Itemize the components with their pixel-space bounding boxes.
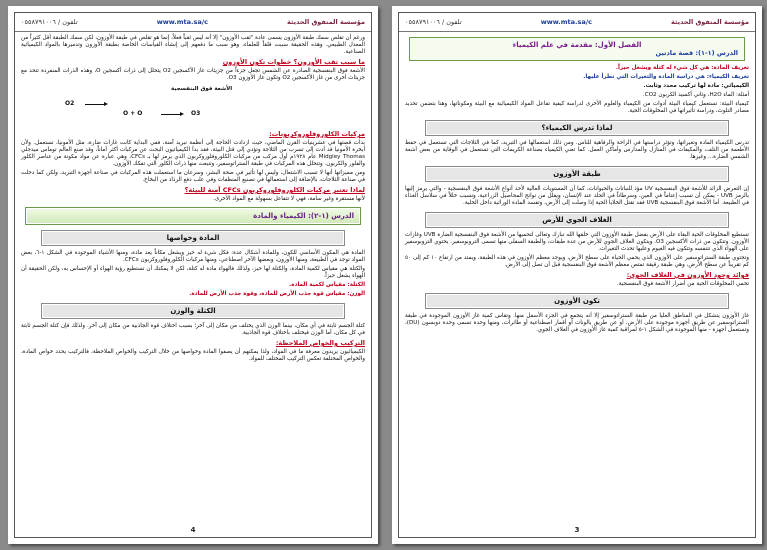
atmosphere-text-2: وتحتوي طبقة الستراتوسفير على الأوزون الذي يحمي الحياة على سطح الأرض، ويوجد معظم الأوزون في هذه الطبقة، ويمتد من ارتفاع ١٠ كم إلى ٥٠ كم تقريباً عن سطح الأرض، وهي طبقة رقيقة تمتص معظم الأشعة فوق البنفسجية قبل أن تصل إلى الأرض. bbox=[405, 255, 749, 268]
diagram-o2: O2 bbox=[65, 100, 75, 107]
ozone-layer-text: إن التعرض الزائد للأشعة فوق البنفسجية UV مؤذ للنباتات والحيوانات، كما أن المستويات العالية لأحد أنواع الأشعة فوق البنفسجية - والتي يرمز إليها بالرمز UVB - يمكن أن تسبب إعتاماً في العين، وسرطاناً في الجلد عند الإنسان، ويقلل من نواتج المحاصيل الزراعية، وتسبب خللاً في سلاسل الغذاء في الطبيعة. أما الأشعة فوق البنفسجية UVB فقد تقتل الخلايا الحية إذا وصلت إلى الأرض، وتفسد المادة الوراثية داخل الخلية. bbox=[405, 186, 749, 206]
page-frame bbox=[398, 12, 756, 538]
section-heading-mass-weight: الكتلة والوزن bbox=[41, 303, 345, 319]
cfc-safety-answer: لأنها مستقرة وغير سامة، فهي لا تتفاعل بسهولة مع المواد الأخرى. bbox=[213, 196, 365, 202]
header-site[interactable]: www.mta.sa/c bbox=[540, 18, 592, 26]
page-body bbox=[399, 35, 755, 523]
composition-text: الكيميائيون يريدون معرفة ما في المواد، ولذا يمكنهم أن يصفوا المادة وخواصها من خلال التركيب والخواص الملاحظة، فالتركيب يحدد خواص المادة، والخواص المختلفة تعكس التركيب المختلف للمواد. bbox=[21, 349, 365, 362]
lesson-banner: الدرس (١-٢): الكيمياء والمادة bbox=[25, 207, 361, 225]
chemical-definition: الكيميائي: مادة لها تركيب محدد وثابت. bbox=[643, 83, 749, 89]
diagram-o-plus-o: O + O bbox=[123, 110, 143, 117]
chapter-header bbox=[409, 37, 745, 61]
ozone-benefits-heading: فوائد وجود الأوزون في الغلاف الجوي: bbox=[626, 271, 749, 279]
header-org: مؤسسة المتفوق الحديثة bbox=[287, 18, 365, 26]
chapter-title: الفصل الأول: مقدمة في علم الكيمياء bbox=[512, 41, 642, 49]
section-heading-matter: المادة وخواصها bbox=[41, 230, 345, 246]
composition-heading: التركيب والخواص الملاحظة: bbox=[275, 339, 365, 347]
cfc-text: بدأت قصتها في عشرينيات القرن الماضي، حيث ازدادت الحاجة إلى أنظمة تبريد آمنة، ففي البداية كانت غازات ضارة، مثل الأمونيا، تستعمل. ولأن أبخرة الأمونيا قد أدت إلى تسرب من الثلاجة وتؤدي إلى قتل البيئة، فقد بدأ الكيميائيون البحث عن مركبات أكثر أماناً، وقد صنع العالم توماس ميدجلي Midgley Thomas عام ١٩٢٨م أول مركب من مركبات الكلوروفلوروكربون الذي يرمز لها بـ CFCs، وهي عبارة عن مواد مكونة من عناصر الكلور والفلور والكربون. وتتحلل هذه المركبات في طبقة الستراتوسفير، وتنبعث منها ذرات الكلور التي تفكك الأوزون. bbox=[21, 140, 366, 167]
cfc-heading: مركبات الكلوروفلوروكربونات: bbox=[269, 130, 365, 138]
page-header bbox=[399, 13, 755, 32]
diagram-uv-label: الأشعة فوق البنفسجية bbox=[171, 86, 233, 92]
weight-definition: الوزن: مقياس قوة جذب الأرض للمادة، وقوة جذب الأرض للمادة. bbox=[189, 291, 365, 297]
page-body bbox=[15, 35, 371, 523]
header-phone: تلفون / ٠٥٥٨٧٩١٠٠٦ bbox=[405, 18, 462, 26]
header-site[interactable]: www.mta.sa/c bbox=[156, 18, 208, 26]
page-frame bbox=[14, 12, 372, 538]
header-phone: تلفون / ٠٥٥٨٧٩١٠٠٦ bbox=[21, 18, 78, 26]
mass-definition: الكتلة: مقياس لكمية المادة. bbox=[289, 282, 365, 288]
diagram-arrow-1 bbox=[85, 104, 105, 105]
section-heading-ozone-formation: تكون الأوزون bbox=[425, 293, 729, 309]
chemistry-definition: تعريف الكيمياء: هي دراسة المادة والتغيرات التي تطرأ عليها. bbox=[583, 74, 749, 80]
lesson-title: الدرس (١-١): قصة مادتين bbox=[655, 49, 738, 57]
atmosphere-text: تستطيع المخلوقات الحية البقاء على الأرض بفضل طبقة الأوزون التي خلقها الله تبارك وتعالى لتحميها من الأشعة فوق البنفسجية الضارة UVB وغازات الأوزون. وتتكون من ذرات الأكسجين O3. ويتكون الغلاف الجوي للأرض من عدة طبقات، والطبقة السفلى منها تسمى التروبوسفير. يحتوي التروبوسفير على الهواء الذي نتنفسه وتتكون فيه الغيوم وعليها تحدث التغيرات. bbox=[405, 232, 749, 252]
matter-text: المادة هي المكون الأساسي للكون، وللمادة أشكال عدة: فكل شيء له حيز ويشغل مكاناً يعد مادة، ومنها الأشياء الموجودة في الشكل ١-٦، بعض المواد توجد في الطبيعة، ومنها الأوزون، وبعضها الآخر اصطناعي، ومنها مركبات الكلوروفلوروكربون CFCs. bbox=[21, 250, 365, 263]
section-heading-ozone-layer: طبقة الأوزون bbox=[425, 166, 729, 182]
header-org: مؤسسة المتفوق الحديثة bbox=[671, 18, 749, 26]
ozone-hole-question: ما سبب ثقب الأوزون؟ خطوات تكون الأوزون bbox=[222, 58, 365, 66]
cfc-text-2: ومن مميزاتها أنها لا تسبب الاشتعال، وليس لها تأثير في صحة البشر، وسرعان ما استعملت هذه المركبات في صناعة أجهزة التبريد، ولكن كما دخلت في صناعة الثلاجات، بالإضافة إلى استعمالها في تصنيع المنظفات وفي علب دفع الرذاذ من البخاخ. bbox=[21, 170, 365, 183]
mass-weight-text: كتلة الجسم ثابتة في أي مكان، بينما الوزن الذي يختلف من مكان إلى آخر؛ بسبب اختلاف قوة الجاذبية من مكان إلى آخر. ولذلك فإن كتلة الجسم ثابتة في كل مكان، أما الوزن فيختلف باختلاف قوة الجاذبية. bbox=[21, 323, 365, 336]
ozone-formation-diagram bbox=[51, 86, 335, 126]
diagram-arrow-2 bbox=[161, 114, 181, 115]
matter-definition: تعريف المادة: هي كل شيء له كتلة ويشغل حيزاً. bbox=[615, 65, 749, 71]
chemical-examples: أمثلة: الماء H2O، وثاني أكسيد الكربون CO2. bbox=[642, 92, 749, 98]
page-4 bbox=[8, 6, 378, 544]
section-heading-why-study: لماذا تدرس الكيمياء؟ bbox=[425, 120, 729, 136]
page-number: 3 bbox=[574, 526, 580, 534]
matter-text-2: والكتلة هي مقياس لكمية المادة، والكتلة لها حيز، ولذلك فالهواء مادة له كتلة، لكن لا يمكنك أن تستطيع رؤية الهواء أو الإحساس به، ولكن الحقيقة أن الهواء يشغل حيزاً. bbox=[21, 266, 365, 279]
ozone-formation-text: غاز الأوزون يتشكل في المناطق العليا من طبقة الستراتوسفير إلا أنه يتجمع في الجزء الأسفل منها. وتقاس كمية غاز الأوزون الموجودة في طبقة الستراتوسفير عن طريق أجهزة موجودة على الأرض، أو عن طريق بالونات أو أقمار اصطناعية أو طائرات، ومنها وحدة تسمى وحدة دوبسون (DU)، وتستعمل أجهزة - منها الموجودة في الشكل ١-٥ لمراقبة كمية غاز الأوزون في الغلاف الجوي. bbox=[405, 313, 749, 333]
page-number: 4 bbox=[190, 526, 196, 534]
section-heading-atmosphere: الغلاف الجوي للأرض bbox=[425, 212, 729, 228]
page-header bbox=[15, 13, 371, 32]
cfc-safety-question: لماذا تعتبر مركبات الكلوروفلوروكربون CFCs آمنة للبيئة؟ bbox=[184, 186, 365, 194]
diagram-o3: O3 bbox=[191, 110, 201, 117]
ozone-benefits-text: تحمي المخلوقات الحية من أضرار الأشعة فوق البنفسجية. bbox=[616, 281, 749, 287]
env-chemistry: كيمياء البيئة: تستعمل كيمياء البيئة أدوات من الكيمياء والعلوم الأخرى لدراسة كيفية تفاعل المواد الكيميائية مع البيئة ومكوناتها، وهنا بتضمن تحديد مصادر التلوث، ودراسة تأثيراتها في المخلوقات الحية. bbox=[405, 101, 749, 114]
page-3 bbox=[392, 6, 762, 544]
ozone-hole-text: ورغم أن تقلص سمك طبقة الأوزون يسمى عادة "ثقب الأوزون" إلا أنه ليس ثقباً فعلاً، إنما هو تقلص في طبقة الأوزون، لكن سمك الطبقة أقل كثيراً من المعدل الطبيعي. وهذه الحقيقة سببت قلقاً للعلماء، وهو سبب ما دفعهم إلى إنشاء القياسات الخاصة بطبقة الأوزون وتدميرها بالمواد الكيميائية الصناعية. bbox=[21, 35, 365, 55]
ozone-steps-text: الأشعة فوق البنفسجية الصادرة عن الشمس تجعل جزءاً من جزيئات غاز الأكسجين O2 يتحلل إلى ذرات أكسجين O، وهذه الذرات المنفردة تتحد مع جزيئات أخرى من غاز الأكسجين O2 وتكون غاز الأوزون O3. bbox=[21, 68, 365, 81]
why-study-text: تدرس الكيمياء المادة وتغيراتها، وتؤثر دراستها في الراحة والرفاهية للناس. ومن ذلك استعمالها في التبريد، كما في الثلاجات التي تستعمل في حفظ الأطعمة من التلف، والمكيفات في المنازل والمدارس وأماكن العمل. كما تعني الكيمياء بصناعة الكريمات التي تستعمل في الوقاية من بعض أشعة الشمس الضارة... وغيرها. bbox=[405, 140, 749, 160]
